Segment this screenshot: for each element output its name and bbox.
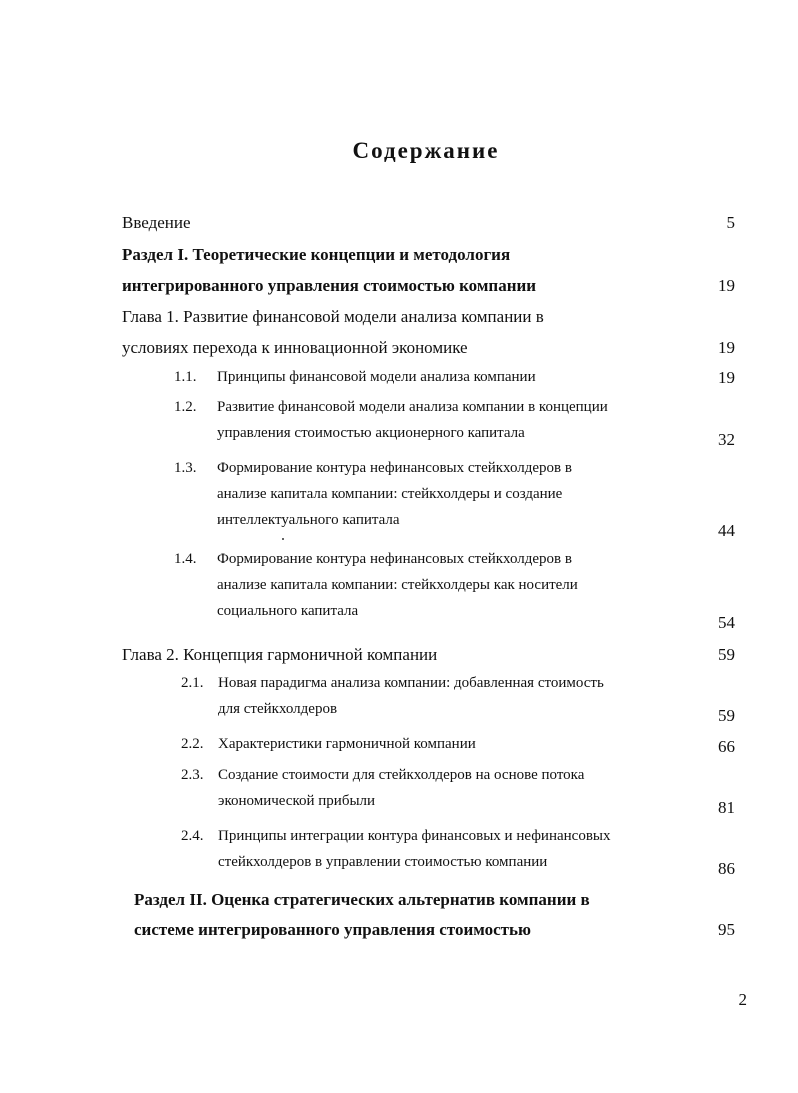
toc-page: 66 [718,737,735,756]
toc-label: Глава 1. Развитие финансовой модели анализа компании в [122,307,544,326]
toc-label: Введение [122,213,191,232]
toc-label: управления стоимостью акционерного капитала [217,425,525,441]
toc-page: 81 [718,798,735,817]
toc-label: Раздел I. Теоретические концепции и методология [122,245,511,264]
toc-label: Принципы финансовой модели анализа компании [217,369,536,385]
toc-page: 59 [718,645,735,664]
toc-label: Создание стоимости для стейкхолдеров на основе потока [218,767,585,783]
toc-page: 19 [718,338,735,357]
toc-number: 1.2. [174,399,197,415]
toc-page: 5 [726,213,735,232]
scan-speck [282,538,284,540]
toc-label: Глава 2. Концепция гармоничной компании [122,645,438,664]
toc-number: 2.1. [181,675,204,691]
toc-page: 95 [718,920,735,939]
toc-label: социального капитала [217,603,359,619]
toc-number: 2.3. [181,767,204,783]
toc-label: Развитие финансовой модели анализа компании в концепции [217,399,608,415]
toc-label: системе интегрированного управления стоимостью [134,920,531,939]
toc-label: для стейкхолдеров [218,701,338,717]
toc-page: 54 [718,613,735,632]
toc-label: интеллектуального капитала [217,512,400,528]
toc-label: анализе капитала компании: стейкхолдеры и создание [217,486,563,502]
toc-label: анализе капитала компании: стейкхолдеры как носители [217,577,578,593]
toc-label: Принципы интеграции контура финансовых и нефинансовых [218,828,611,844]
toc-label: условиях перехода к инновационной экономике [122,338,468,357]
toc-label: экономической прибыли [218,793,376,809]
toc-page: 44 [718,521,735,540]
toc-page: 86 [718,859,735,878]
toc-number: 1.4. [174,551,197,567]
toc-label: Формирование контура нефинансовых стейкхолдеров в [217,460,572,476]
toc-label: Новая парадигма анализа компании: добавленная стоимость [218,675,604,691]
toc-number: 1.1. [174,369,197,385]
toc-page: 19 [718,368,735,387]
page-title: Содержание [352,138,500,163]
toc-label: Формирование контура нефинансовых стейкхолдеров в [217,551,572,567]
toc-page: 32 [718,430,735,449]
toc-page: 59 [718,706,735,725]
toc-page: 19 [718,276,735,295]
toc-label: интегрированного управления стоимостью компании [122,276,537,295]
toc-label: Характеристики гармоничной компании [218,736,476,752]
toc-number: 1.3. [174,460,197,476]
toc-number: 2.4. [181,828,204,844]
toc-label: стейкхолдеров в управлении стоимостью компании [218,854,548,870]
toc-label: Раздел II. Оценка стратегических альтернатив компании в [134,890,590,909]
page-number: 2 [738,990,747,1009]
toc-number: 2.2. [181,736,204,752]
